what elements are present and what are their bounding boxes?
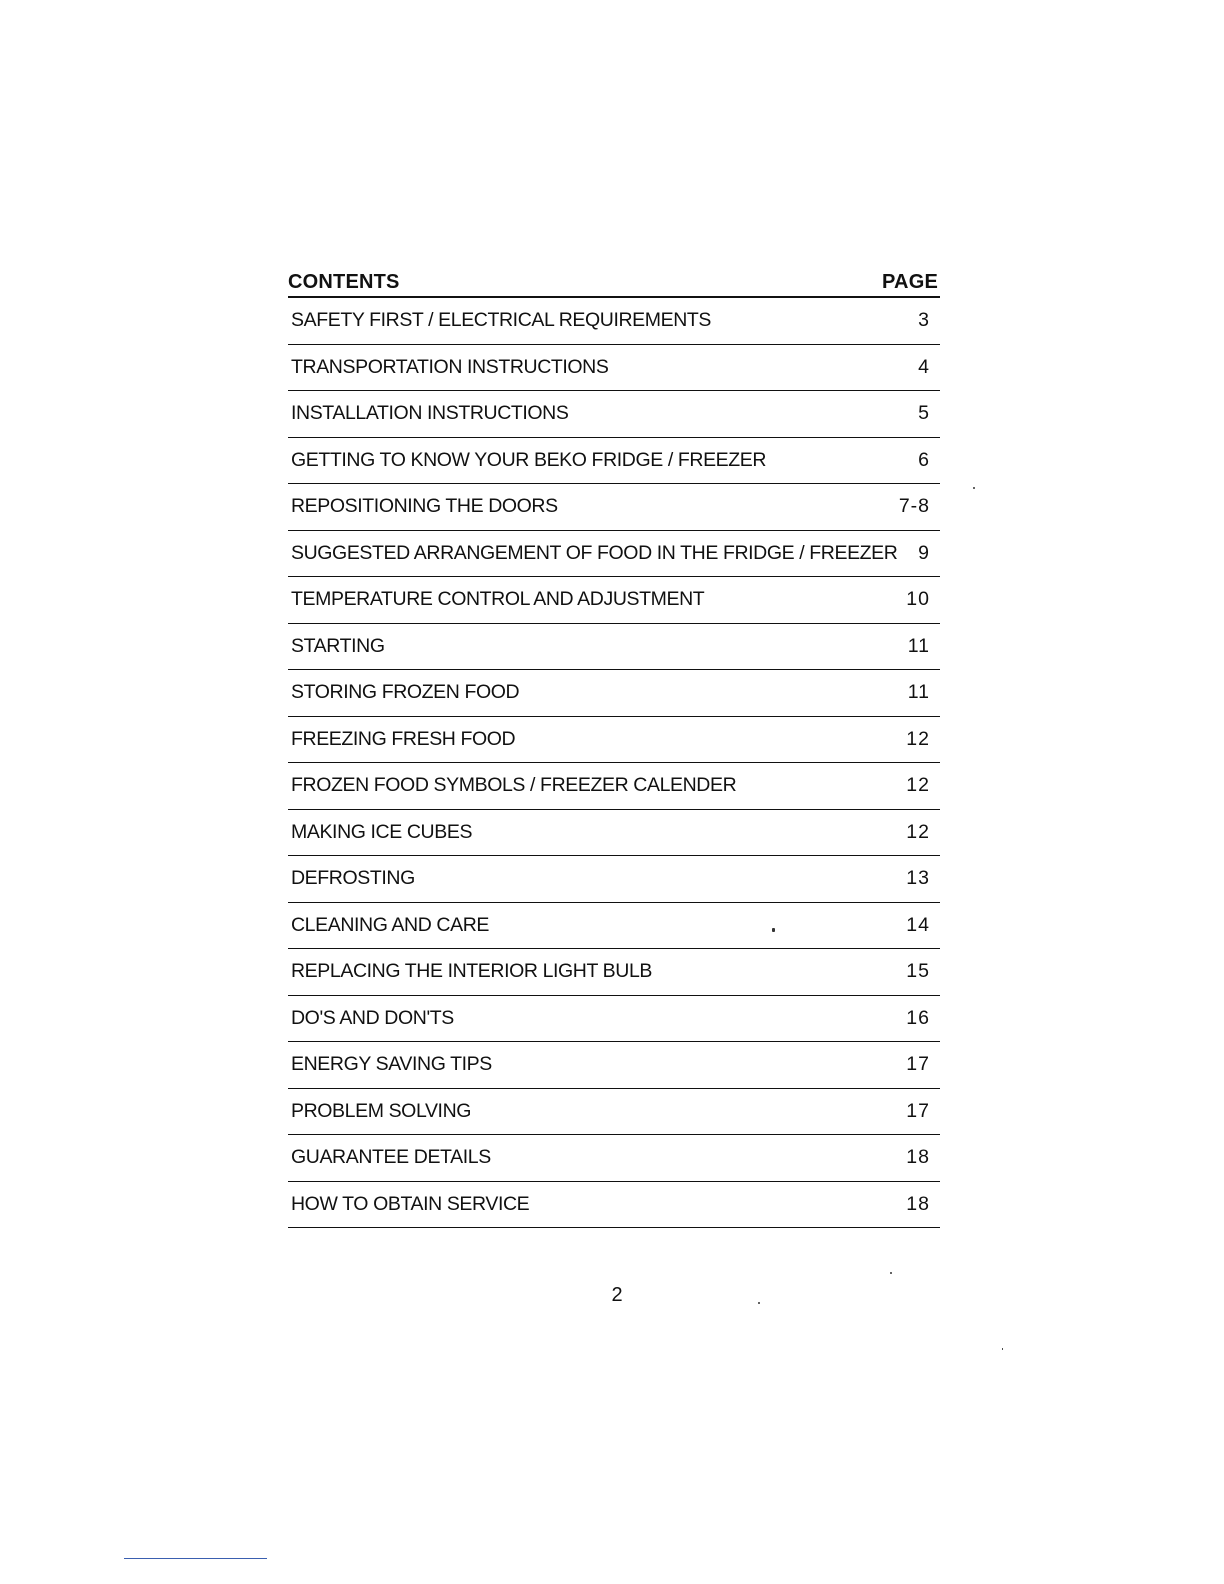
contents-entry [288,531,940,578]
contents-entry [288,1089,940,1136]
contents-entry-page: 11 [907,634,930,657]
contents-entry [288,1182,940,1229]
contents-entry [288,949,940,996]
contents-entry-title: PROBLEM SOLVING [291,1099,472,1122]
contents-entry-page: 4 [918,355,930,378]
footer-divider [124,1558,267,1559]
contents-entry-page: 13 [906,867,930,890]
contents-entry [288,810,940,857]
contents-entry-page: 17 [906,1053,930,1076]
contents-entry [288,996,940,1043]
contents-entry [288,624,940,671]
contents-header [288,258,940,298]
contents-entry-title: TRANSPORTATION INSTRUCTIONS [291,355,609,378]
contents-entry-title: INSTALLATION INSTRUCTIONS [291,402,569,425]
contents-entry [288,345,940,392]
contents-entry-title: STORING FROZEN FOOD [291,681,520,704]
contents-entry [288,1135,940,1182]
contents-entry [288,298,940,345]
contents-entry [288,903,940,950]
contents-entry-page: 3 [918,309,930,332]
contents-entry-page: 7-8 [898,495,930,518]
contents-entry [288,717,940,764]
contents-entry-title: DO'S AND DON'TS [291,1006,454,1029]
contents-entry-page: 9 [918,541,930,564]
contents-entry-page: 12 [906,774,930,797]
contents-entry-title: SUGGESTED ARRANGEMENT OF FOOD IN THE FRIDGE / FREEZER [291,541,898,564]
contents-entry-title: SAFETY FIRST / ELECTRICAL REQUIREMENTS [291,309,712,332]
contents-entry-page: 16 [906,1006,930,1029]
contents-entry-title: FREEZING FRESH FOOD [291,727,516,750]
contents-entry-title: FROZEN FOOD SYMBOLS / FREEZER CALENDER [291,774,737,797]
contents-entry-page: 5 [918,402,930,425]
contents-list [288,298,940,1228]
contents-entry-page: 10 [906,588,930,611]
contents-entry-title: TEMPERATURE CONTROL AND ADJUSTMENT [291,588,705,611]
contents-entry [288,856,940,903]
contents-entry-page: 17 [906,1099,930,1122]
page-number: 2 [611,1284,623,1306]
contents-entry [288,1042,940,1089]
contents-entry-page: 6 [918,448,930,471]
contents-entry-title: GETTING TO KNOW YOUR BEKO FRIDGE / FREEZER [291,448,767,471]
scan-speck [890,1272,892,1274]
scan-speck [1002,1348,1003,1350]
contents-entry-page: 12 [906,820,930,843]
contents-entry-page: 18 [906,1146,930,1169]
contents-entry-title: STARTING [291,634,385,657]
contents-entry-title: DEFROSTING [291,867,415,890]
contents-entry-page: 11 [907,681,930,704]
contents-entry [288,577,940,624]
contents-heading: CONTENTS [288,271,400,293]
contents-entry-title: CLEANING AND CARE [291,913,489,936]
contents-entry-title: HOW TO OBTAIN SERVICE [291,1192,530,1215]
table-of-contents [288,258,940,1228]
contents-entry-title: ENERGY SAVING TIPS [291,1053,492,1076]
contents-entry-page: 15 [906,960,930,983]
contents-entry-title: REPLACING THE INTERIOR LIGHT BULB [291,960,652,983]
contents-entry-page: 18 [906,1192,930,1215]
contents-entry-title: GUARANTEE DETAILS [291,1146,491,1169]
page-column-heading: PAGE [882,271,938,293]
contents-entry-title: MAKING ICE CUBES [291,820,473,843]
contents-entry [288,391,940,438]
scan-speck [973,487,975,489]
contents-entry [288,484,940,531]
contents-entry [288,670,940,717]
contents-entry [288,763,940,810]
scan-speck [772,928,775,932]
contents-entry-title: REPOSITIONING THE DOORS [291,495,558,518]
contents-entry-page: 14 [906,913,930,936]
scan-speck [758,1302,760,1304]
contents-entry-page: 12 [906,727,930,750]
contents-entry [288,438,940,485]
